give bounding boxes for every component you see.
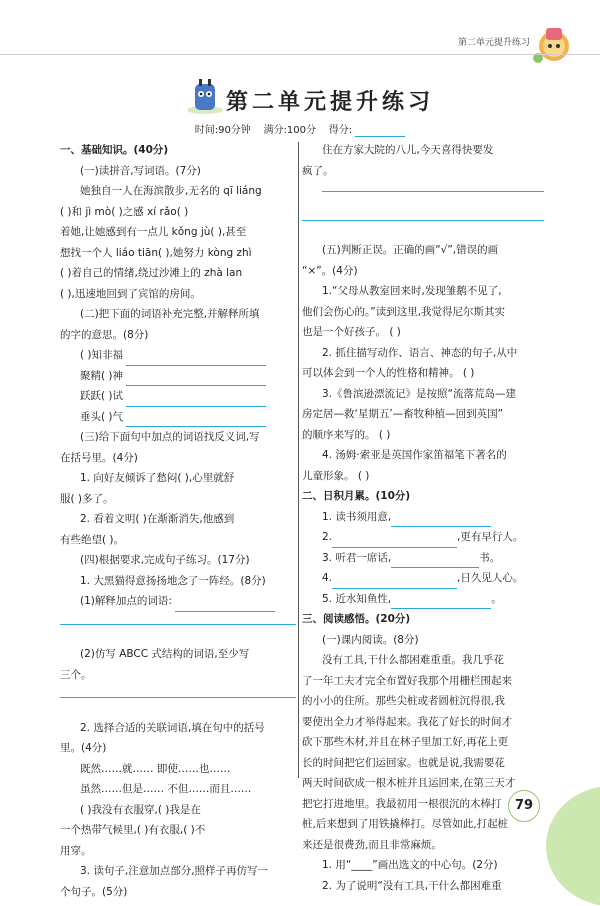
text-line: 可以体会到一个人的性格和精神。 ( ) <box>302 367 475 379</box>
text-line: 4. 汤姆·索亚是英国作家笛福笔下著名的 <box>322 449 507 461</box>
text-line: 3.《鲁滨逊漂流记》是按照“流落荒岛—建 <box>322 387 516 400</box>
idiom-item: ( )知非福 <box>60 345 296 366</box>
right-column <box>302 140 544 896</box>
text-line: 2. 选择合适的关联词语,填在句中的括号 <box>80 721 265 734</box>
section-heading: 二、日积月累。(10分) <box>302 490 411 502</box>
left-column <box>60 140 296 902</box>
time-label: 时间:90分钟 <box>194 125 251 136</box>
corner-decoration <box>546 786 600 906</box>
passage-line: 没有工具,干什么都困难重重。我几乎花 <box>322 654 504 666</box>
answer-line[interactable] <box>302 191 544 212</box>
subsection-heading: (五)判断正误。正确的画“√”,错误的画 <box>322 244 499 256</box>
text-line: 1. 大黑猫得意扬扬地念了一阵经。(8分) <box>80 574 266 587</box>
header-rule <box>0 54 600 55</box>
title-mascot-icon <box>184 76 226 116</box>
passage-line: 把它打进地里。我最初用一根很沉的木棒打 <box>302 797 502 810</box>
text-line: 有些绝望( )。 <box>60 533 125 546</box>
passage-line: 长的时间把它们运回家。也就是说,我需要花 <box>302 756 505 769</box>
text-line: 服( )多了。 <box>60 492 114 505</box>
subsection-heading: (四)根据要求,完成句子练习。(17分) <box>80 554 250 566</box>
text-line: 里。(4分) <box>60 742 107 754</box>
answer-line[interactable] <box>302 220 544 241</box>
idiom-item: 垂头( )气 <box>60 407 296 428</box>
text-line: ( )和 jì mò( )之感 xí rǎo( ) <box>60 205 189 218</box>
running-header: 第二单元提升练习 <box>457 38 530 48</box>
text-line: (1)解释加点的词语: <box>60 591 296 612</box>
passage-line: 砍下那些木材,并且在林子里加工好,再花上更 <box>302 736 509 748</box>
poem-item: 3. 听君一席话, 书。 <box>302 548 544 569</box>
idiom-item: 聚精( )神 <box>60 366 296 387</box>
mascot-icon <box>530 20 574 64</box>
text-line: ( )我没有衣服穿,( )我是在 <box>80 803 201 816</box>
text-line: 个句子。(5分) <box>60 885 128 898</box>
question-line: 1. 用“____”画出选文的中心句。(2分) <box>322 859 498 871</box>
text-line: 一个热带气候里,( )有衣服,( )不 <box>60 824 206 836</box>
text-line: 2. 抓住描写动作、语言、神态的句子,从中 <box>322 346 518 359</box>
text-line: 在括号里。(4分) <box>60 451 138 464</box>
answer-line[interactable] <box>60 624 296 645</box>
section-heading: 一、基础知识。(40分) <box>60 144 169 156</box>
score-blank[interactable] <box>355 126 405 137</box>
poem-item: 1. 读书须用意, <box>302 507 544 528</box>
page-number: 79 <box>508 790 540 822</box>
text-line: 他们会伤心的。”读到这里,我觉得尼尔斯其实 <box>302 305 506 318</box>
passage-line: 来还是很费劲,而且非常麻烦。 <box>302 838 442 851</box>
page-title: 第二单元提升练习 <box>226 89 435 115</box>
answer-blank[interactable] <box>175 611 275 612</box>
text-line: 住在方家大院的八儿,今天喜得快要发 <box>322 144 494 156</box>
poem-item: 5. 近水知鱼性, 。 <box>302 589 544 610</box>
conjunction-options: 既然……就…… 即使……也…… <box>80 762 231 775</box>
conjunction-options: 虽然……但是…… 不但……而且…… <box>80 783 252 795</box>
text-line: 想找一个人 liáo tiān( ),她努力 kòng zhì <box>60 246 252 259</box>
text-line: (2)仿写 ABCC 式结构的词语,至少写 <box>80 648 250 660</box>
section-heading: 三、阅读感悟。(20分) <box>302 613 411 625</box>
text-line: 三个。 <box>60 668 92 681</box>
text-line: ( )着自己的情绪,绕过沙滩上的 zhà lan <box>60 267 243 279</box>
answer-line[interactable] <box>60 697 296 718</box>
text-line: 1. 向好友倾诉了愁闷( ),心里就舒 <box>80 472 235 484</box>
passage-line: 要使出全力才举得起来。我花了好长的时间才 <box>302 715 512 728</box>
question-line: 2. 为了说明“没有工具,干什么都困难重 <box>322 879 502 892</box>
column-divider <box>298 142 299 778</box>
text-line: 1.“父母从教室回来时,发现雏鹅不见了, <box>322 285 502 297</box>
passage-line: 桩,后来想到了用铁撬棒打。尽管如此,打起桩 <box>302 818 509 830</box>
text-line: 用穿。 <box>60 844 92 857</box>
poem-item: 4. ,日久见人心。 <box>302 568 544 589</box>
score-label: 得分: <box>328 125 353 136</box>
text-line: 儿童形象。 ( ) <box>302 469 370 482</box>
full-score-label: 满分:100分 <box>263 125 316 136</box>
text-line: ( ),迅速地回到了宾馆的房间。 <box>60 287 201 300</box>
subsection-heading: (三)给下面句中加点的词语找反义词,写 <box>80 431 260 443</box>
text-line: 着她,让她感到有一点儿 kǒng jù( ),甚至 <box>60 226 247 238</box>
subsection-heading: (二)把下面的词语补充完整,并解释所填 <box>80 308 260 320</box>
poem-item: 2. ,更有早行人。 <box>302 527 544 548</box>
passage-line: 了一年工夫才完全布置好我那个用栅栏围起来 <box>302 674 512 687</box>
idiom-item: 跃跃( )试 <box>60 386 296 407</box>
time-score-line <box>0 124 600 137</box>
text-line: 房定居—救‘星期五’—畜牧种植—回到英国” <box>302 408 504 420</box>
passage-line: 两天时间砍成一根木桩并且运回来,在第三天才 <box>302 777 516 789</box>
text-line: 3. 读句子,注意加点部分,照样子再仿写一 <box>80 865 269 877</box>
text-line: 她独自一人在海滨散步,无名的 qī liáng <box>80 185 262 197</box>
text-line: 的字的意思。(8分) <box>60 328 149 341</box>
text-line: 2. 看着文明( )在渐渐消失,他感到 <box>80 513 235 525</box>
subsection-heading: (一)读拼音,写词语。(7分) <box>80 164 201 177</box>
text-line: 疯了。 <box>302 164 334 177</box>
text-line: 的顺序来写的。 ( ) <box>302 428 391 441</box>
text-line: “×”。(4分) <box>302 264 358 277</box>
text-line: 也是一个好孩子。 ( ) <box>302 326 401 338</box>
passage-line: 的小小的住所。那些尖桩或者圆桩沉得很,我 <box>302 695 505 707</box>
subsection-heading: (一)课内阅读。(8分) <box>322 633 419 646</box>
